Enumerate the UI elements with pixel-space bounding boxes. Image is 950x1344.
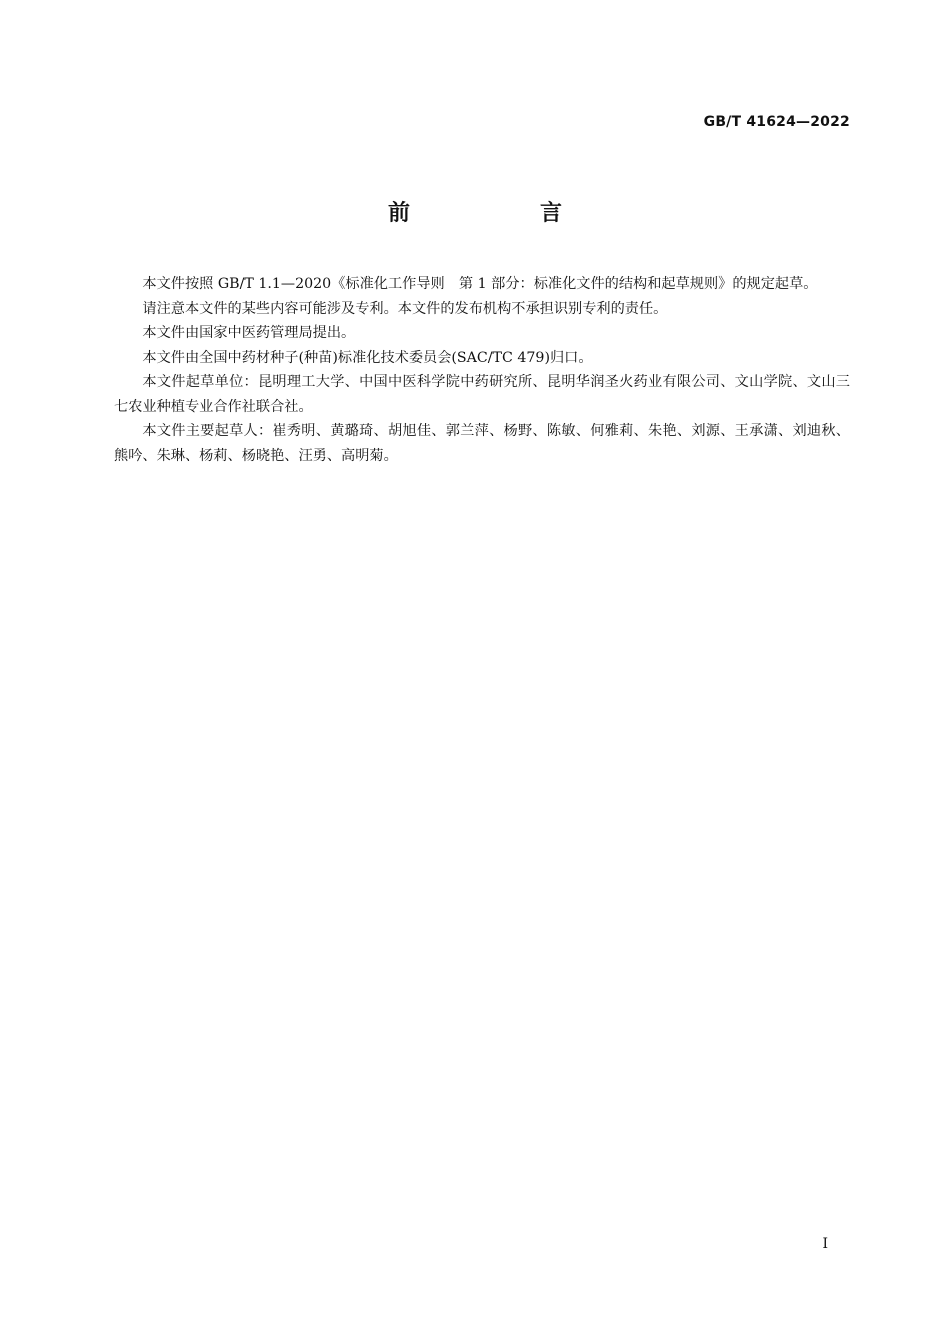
page-number: I <box>822 1236 828 1252</box>
standard-number: GB/T 41624—2022 <box>703 114 850 130</box>
paragraph-proposer: 本文件由国家中医药管理局提出。 <box>142 325 356 341</box>
paragraph-drafting-units: 本文件起草单位：昆明理工大学、中国中医科学院中药研究所、昆明华润圣火药业有限公司、文山学院、文山三七农业种植专业合作社联合社。 <box>114 374 850 415</box>
paragraph-patent-notice: 请注意本文件的某些内容可能涉及专利。本文件的发布机构不承担识别专利的责任。 <box>142 300 668 317</box>
foreword-body <box>114 272 850 468</box>
paragraph-committee: 本文件由全国中药材种子(种苗)标准化技术委员会(SAC/TC 479)归口。 <box>142 349 593 366</box>
paragraph-drafters: 本文件主要起草人：崔秀明、黄璐琦、胡旭佳、郭兰萍、杨野、陈敏、何雅莉、朱艳、刘源、王承潇、刘迪秋、熊吟、朱琳、杨莉、杨晓艳、汪勇、高明菊。 <box>114 423 850 464</box>
paragraph-drafting-rules: 本文件按照 GB/T 1.1—2020《标准化工作导则 第 1 部分：标准化文件的结构和起草规则》的规定起草。 <box>142 276 818 292</box>
page-title: 前 言 <box>387 201 616 226</box>
